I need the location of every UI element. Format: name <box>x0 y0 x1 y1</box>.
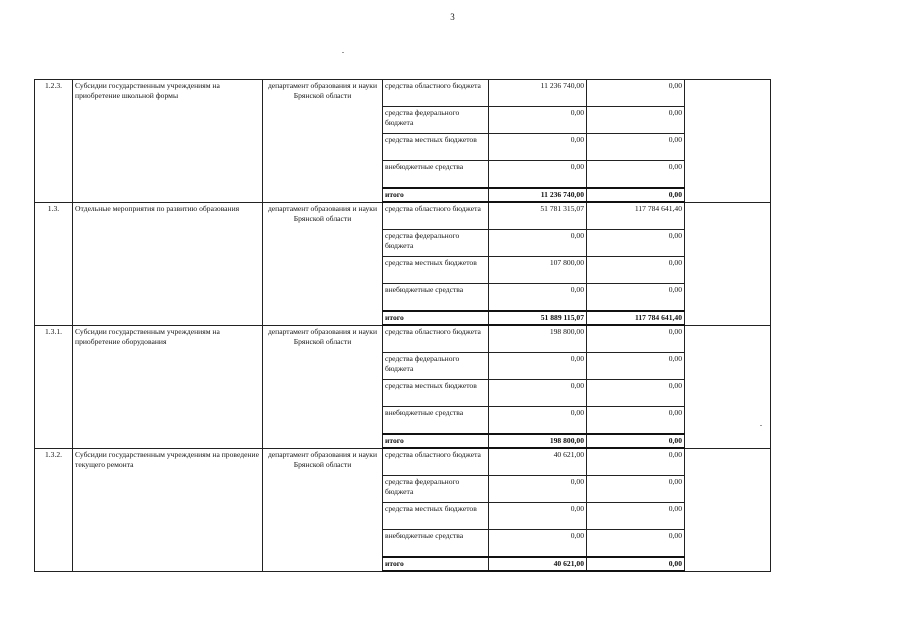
item-number: 1.3.2. <box>35 448 73 571</box>
item-number: 1.3.1. <box>35 325 73 448</box>
funding-source: средства областного бюджета <box>383 202 489 230</box>
page-number: 3 <box>450 12 455 22</box>
amount-col1: 11 236 740,00 <box>489 80 587 107</box>
funding-source: средства местных бюджетов <box>383 503 489 530</box>
amount-col1: 0,00 <box>489 407 587 435</box>
amount-col1: 0,00 <box>489 107 587 134</box>
funding-source: средства областного бюджета <box>383 325 489 353</box>
amount-col1: 0,00 <box>489 530 587 558</box>
scan-speck <box>760 425 762 426</box>
total-label: итого <box>383 557 489 571</box>
total-amount-col1: 11 236 740,00 <box>489 188 587 202</box>
funding-source: средства областного бюджета <box>383 80 489 107</box>
item-title: Отдельные мероприятия по развитию образования <box>73 202 263 325</box>
funding-source: средства местных бюджетов <box>383 134 489 161</box>
funding-source: средства областного бюджета <box>383 448 489 476</box>
table-row <box>35 448 771 476</box>
amount-col2: 117 784 641,40 <box>587 202 685 230</box>
total-amount-col2: 0,00 <box>587 434 685 448</box>
funding-source: внебюджетные средства <box>383 407 489 435</box>
budget-table <box>34 79 771 572</box>
total-label: итого <box>383 311 489 325</box>
empty-column-cell <box>685 325 771 448</box>
item-executor: департамент образования и науки Брянской области <box>263 325 383 448</box>
item-executor: департамент образования и науки Брянской области <box>263 448 383 571</box>
funding-source: средства местных бюджетов <box>383 257 489 284</box>
empty-column-cell <box>685 80 771 203</box>
amount-col1: 40 621,00 <box>489 448 587 476</box>
total-amount-col1: 198 800,00 <box>489 434 587 448</box>
amount-col2: 0,00 <box>587 503 685 530</box>
amount-col1: 107 800,00 <box>489 257 587 284</box>
total-amount-col2: 117 784 641,40 <box>587 311 685 325</box>
amount-col1: 0,00 <box>489 503 587 530</box>
funding-source: средства федерального бюджета <box>383 230 489 257</box>
amount-col2: 0,00 <box>587 448 685 476</box>
scan-speck <box>342 52 344 53</box>
amount-col1: 51 781 315,07 <box>489 202 587 230</box>
funding-source: внебюджетные средства <box>383 161 489 189</box>
amount-col2: 0,00 <box>587 257 685 284</box>
total-amount-col2: 0,00 <box>587 188 685 202</box>
amount-col1: 0,00 <box>489 353 587 380</box>
item-title: Субсидии государственным учреждениям на проведение текущего ремонта <box>73 448 263 571</box>
amount-col2: 0,00 <box>587 80 685 107</box>
amount-col1: 0,00 <box>489 380 587 407</box>
funding-source: внебюджетные средства <box>383 530 489 558</box>
funding-source: средства федерального бюджета <box>383 476 489 503</box>
amount-col2: 0,00 <box>587 530 685 558</box>
amount-col2: 0,00 <box>587 325 685 353</box>
amount-col1: 0,00 <box>489 230 587 257</box>
funding-source: средства федерального бюджета <box>383 353 489 380</box>
amount-col2: 0,00 <box>587 380 685 407</box>
empty-column-cell <box>685 448 771 571</box>
amount-col2: 0,00 <box>587 353 685 380</box>
total-label: итого <box>383 188 489 202</box>
amount-col1: 198 800,00 <box>489 325 587 353</box>
empty-column-cell <box>685 202 771 325</box>
amount-col1: 0,00 <box>489 161 587 189</box>
table-row <box>35 202 771 230</box>
item-title: Субсидии государственным учреждениям на приобретение оборудования <box>73 325 263 448</box>
table-row <box>35 80 771 107</box>
item-number: 1.3. <box>35 202 73 325</box>
funding-source: внебюджетные средства <box>383 284 489 312</box>
item-executor: департамент образования и науки Брянской области <box>263 80 383 203</box>
amount-col1: 0,00 <box>489 284 587 312</box>
budget-table-body <box>35 80 771 572</box>
amount-col1: 0,00 <box>489 134 587 161</box>
amount-col2: 0,00 <box>587 134 685 161</box>
total-label: итого <box>383 434 489 448</box>
amount-col2: 0,00 <box>587 284 685 312</box>
funding-source: средства федерального бюджета <box>383 107 489 134</box>
amount-col2: 0,00 <box>587 107 685 134</box>
item-title: Субсидии государственным учреждениям на приобретение школьной формы <box>73 80 263 203</box>
amount-col1: 0,00 <box>489 476 587 503</box>
total-amount-col1: 51 889 115,07 <box>489 311 587 325</box>
total-amount-col1: 40 621,00 <box>489 557 587 571</box>
item-executor: департамент образования и науки Брянской области <box>263 202 383 325</box>
funding-source: средства местных бюджетов <box>383 380 489 407</box>
table-row <box>35 325 771 353</box>
amount-col2: 0,00 <box>587 161 685 189</box>
item-number: 1.2.3. <box>35 80 73 203</box>
amount-col2: 0,00 <box>587 407 685 435</box>
amount-col2: 0,00 <box>587 476 685 503</box>
total-amount-col2: 0,00 <box>587 557 685 571</box>
amount-col2: 0,00 <box>587 230 685 257</box>
